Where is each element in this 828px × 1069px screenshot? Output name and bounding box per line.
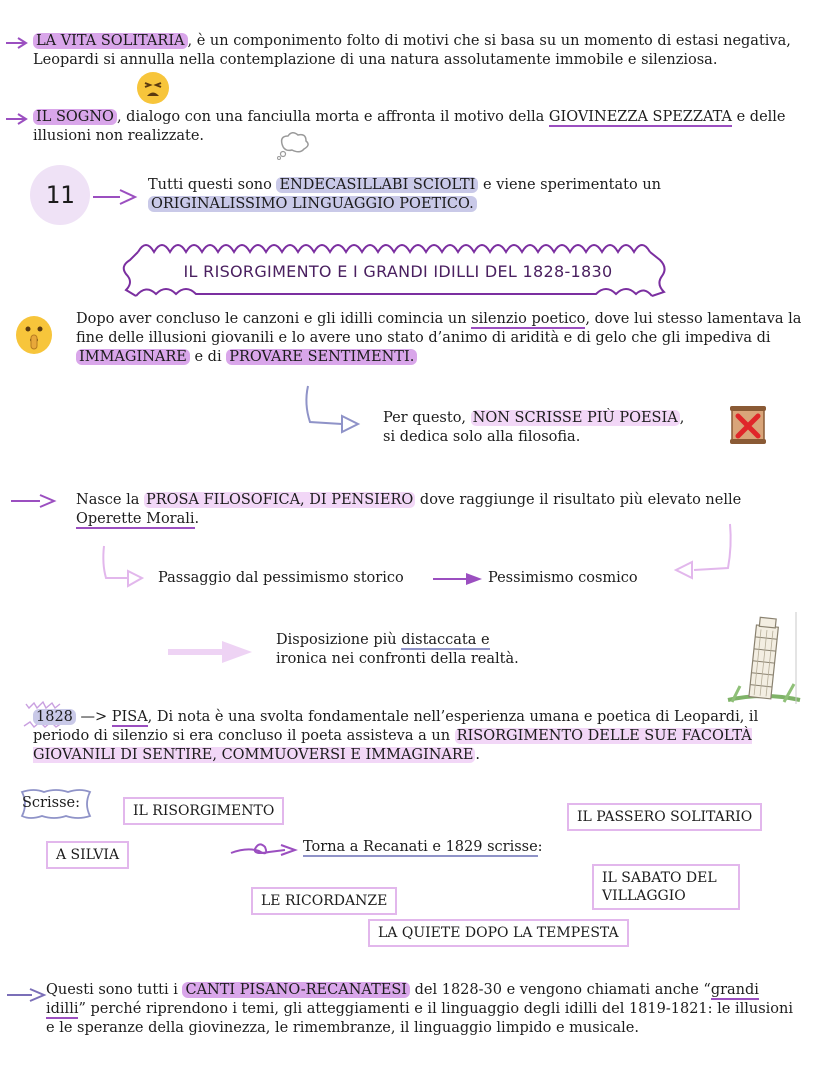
work-a-silvia: A SILVIA xyxy=(46,841,129,869)
work-il-passero-solitario: IL PASSERO SOLITARIO xyxy=(567,803,762,831)
arrow-icon xyxy=(5,37,29,49)
paragraph-il-sogno: IL SOGNO , dialogo con una fanciulla morta e affronta il motivo della GIOVINEZZA SPEZZATA e delle illusioni non realizzate. xyxy=(33,109,786,144)
arrow-icon xyxy=(5,113,29,125)
work-il-risorgimento: IL RISORGIMENTO xyxy=(123,797,284,825)
corner-arrow-left-icon xyxy=(100,546,150,596)
leaning-tower-of-pisa-icon xyxy=(724,608,804,708)
paragraph-pisa: 1828 —> PISA, Di nota è una svolta fondamentale nell’esperienza umana e poetica di Leopardi, il periodo di silenzio si era concluso il poeta assisteva a un RISORGIMENTO DELLE SUE FACOLTÀ GIOVANILI DI SENTIRE, COMMUOVERSI E IMMAGINARE . xyxy=(33,709,759,763)
highlight-non-scrisse: NON SCRISSE PIÙ POESIA xyxy=(472,410,678,426)
highlight-endecasillabi: ENDECASILLABI SCIOLTI xyxy=(276,177,478,193)
corner-arrow-icon xyxy=(300,384,370,434)
paragraph-endecasillabi: Tutti questi sono ENDECASILLABI SCIOLTI e viene sperimentato un ORIGINALISSIMO LINGUAGGIO POETICO. xyxy=(148,177,662,212)
work-le-ricordanze: LE RICORDANZE xyxy=(251,887,397,915)
highlight-linguaggio: ORIGINALISSIMO LINGUAGGIO POETICO. xyxy=(148,196,477,212)
arrow-icon xyxy=(6,988,46,1002)
highlight-prosa-filosofica: PROSA FILOSOFICA, DI PENSIERO xyxy=(145,492,414,508)
section-heading: IL RISORGIMENTO E I GRANDI IDILLI DEL 1828-1830 xyxy=(183,262,613,281)
paragraph-disposizione: Disposizione più distaccata e ironica nei confronti della realtà. xyxy=(276,632,519,667)
flow-pessimismo-storico: Passaggio dal pessimismo storico xyxy=(158,570,404,586)
corner-arrow-right-icon xyxy=(664,524,734,584)
paragraph-silenzio-poetico: Dopo aver concluso le canzoni e gli idilli comincia un silenzio poetico, dove lui stesso lamentava la fine delle illusioni giovanili e lo avere uno stato d’animo di aridità e di gelo che gli impediva di IMMAGINARE e di PROVARE SENTIMENTI. xyxy=(76,311,802,365)
number-badge: 11 xyxy=(30,165,90,225)
loop-arrow-icon xyxy=(229,839,301,859)
highlight-il-sogno: IL SOGNO xyxy=(33,109,117,125)
highlight-risorgimento-facolta: RISORGIMENTO DELLE SUE FACOLTÀ GIOVANILI DI SENTIRE, COMMUOVERSI E IMMAGINARE xyxy=(33,728,752,763)
work-la-quiete-dopo-la-tempesta: LA QUIETE DOPO LA TEMPESTA xyxy=(368,919,629,947)
highlight-year: 1828 xyxy=(33,709,76,725)
flow-pessimismo-cosmico: Pessimismo cosmico xyxy=(488,570,638,586)
shushing-face-icon xyxy=(16,316,52,354)
highlight-provare-sentimenti: PROVARE SENTIMENTI. xyxy=(226,349,417,365)
highlight-immaginare: IMMAGINARE xyxy=(76,349,190,365)
thought-bubble-icon xyxy=(274,130,314,160)
scrisse-label: Scrisse: xyxy=(22,795,80,811)
highlight-canti: CANTI PISANO-RECANATESI xyxy=(182,982,410,998)
arrow-icon xyxy=(10,493,58,509)
paragraph-prosa-filosofica: Nasce la PROSA FILOSOFICA, DI PENSIERO dove raggiunge il risultato più elevato nelle Operette Morali. xyxy=(76,492,742,527)
crossed-scroll-icon xyxy=(728,404,768,446)
arrow-icon xyxy=(432,572,484,586)
tired-face-icon xyxy=(137,72,169,104)
paragraph-non-scrisse: Per questo, NON SCRISSE PIÙ POESIA , si dedica solo alla filosofia. xyxy=(383,410,685,445)
arrow-icon xyxy=(92,188,138,206)
paragraph-vita-solitaria: LA VITA SOLITARIA , è un componimento folto di motivi che si basa su un momento di estasi negativa, Leopardi si annulla nella contemplazione di una natura assolutamente immobile e silenziosa. xyxy=(33,33,791,68)
torna-a-recanati: Torna a Recanati e 1829 scrisse: xyxy=(303,839,543,855)
highlight-vita-solitaria: LA VITA SOLITARIA xyxy=(33,33,188,49)
work-il-sabato-del-villaggio: IL SABATO DEL VILLAGGIO xyxy=(592,864,740,910)
paragraph-canti-pisano-recanatesi: Questi sono tutti i CANTI PISANO-RECANATESI del 1828-30 e vengono chiamati anche “grandi idilli” perché riprendono i temi, gli atteggiamenti e il linguaggio degli idilli del 1819-1821: le illusioni e le speranze della giovinezza, le rimembranze, il linguaggio limpido e musicale. xyxy=(46,982,794,1036)
thick-arrow-icon xyxy=(166,638,256,666)
